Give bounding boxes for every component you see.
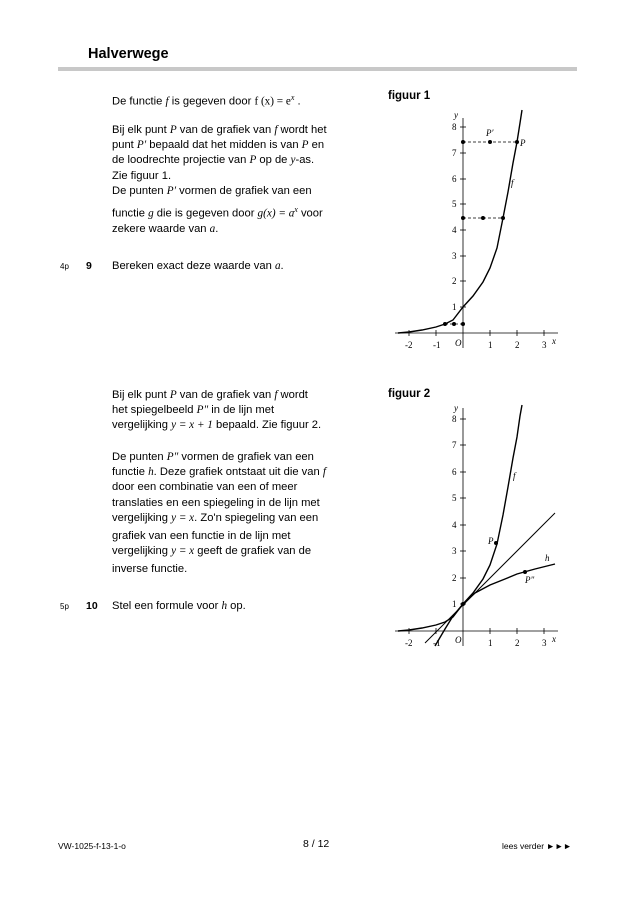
point-P-bottom [443,322,447,326]
label-P-double-prime: P" [525,575,535,585]
y-tick-label: 2 [452,573,457,583]
header-divider [58,67,577,71]
footer-page-number: 8 / 12 [303,838,330,850]
point-P-prime-middle [481,216,485,220]
graph-f [398,405,522,631]
x-axis-label: x [552,336,556,346]
point-P-prime-bottom [452,322,456,326]
x-tick-label: -1 [433,340,441,350]
x-tick-label: 2 [515,340,520,350]
footer-exam-code: VW-1025-f-13-1-o [58,841,126,851]
point-P-double-prime [523,570,527,574]
y-tick-label: 2 [452,276,457,286]
y-tick-label: 7 [452,148,457,158]
figure-2-graph [395,403,565,648]
label-P-prime: P′ [486,128,494,138]
origin-label: O [455,635,462,645]
y-tick-label: 5 [452,199,457,209]
y-tick-label: 8 [452,122,457,132]
y-tick-label: 5 [452,493,457,503]
y-tick-label: 7 [452,440,457,450]
label-P: P [520,138,526,148]
x-tick-label: -2 [405,340,413,350]
projection-point-middle [461,216,465,220]
question-10-text: Stel een formule voor h op. [112,600,246,612]
line-y-equals-x-plus-1 [425,513,555,643]
x-tick-label: 1 [488,638,493,648]
paragraph-mirror-image: Bij elk punt P van de grafiek van f wordt het spiegelbeeld P" in de lijn met vergelijking y = x + 1 bepaald. Zie figuur 2. [112,389,322,432]
point-P-prime [488,140,492,144]
x-tick-label: 2 [515,638,520,648]
point-P [515,140,519,144]
question-10-number: 10 [86,600,98,612]
x-tick-label: 3 [542,638,547,648]
figure-2-label: figuur 2 [388,388,431,400]
y-tick-label: 3 [452,546,457,556]
point-P-middle [501,216,505,220]
x-tick-label: -2 [405,638,413,648]
page-title: Halverwege [88,46,169,62]
y-tick-label: 6 [452,467,457,477]
graph-f [398,110,522,333]
y-tick-label: 1 [452,599,457,609]
figure-1-graph [395,108,565,353]
paragraph-function-f: De functie f is gegeven door f $(x) = e^x$ . [112,93,301,108]
y-tick-label: 4 [452,225,457,235]
question-9-points: 4p [60,262,69,271]
figure-1-label: figuur 1 [388,90,431,102]
intersection-point [461,602,465,606]
x-axis-label: x [552,634,556,644]
label-f: f [513,471,516,481]
label-f: f [511,178,514,188]
question-9-number: 9 [86,260,92,272]
label-h: h [545,553,550,563]
label-P: P [488,536,494,546]
paragraph-function-h: De punten P" vormen de grafiek van een functie h. Deze grafiek ontstaat uit die van f door een combinatie van een of meer translaties en een spiegeling in de lijn met vergelijking y = x. Zo'n spiegeling van een grafiek van een functie in de lijn met vergelijking y = x geeft de grafiek van de inverse functie. [112,451,326,576]
y-tick-label: 6 [452,174,457,184]
projection-point-top [461,140,465,144]
y-tick-label: 3 [452,251,457,261]
y-tick-label: 1 [452,302,457,312]
x-tick-label: 3 [542,340,547,350]
origin-label: O [455,338,462,348]
x-tick-label: 1 [488,340,493,350]
y-axis-label: y [454,110,458,120]
paragraph-point-p-prime: Bij elk punt P van de grafiek van f wordt het punt P′ bepaald dat het midden is van P en de loodrechte projectie van P op de y-as. Zie figuur 1. De punten P′ vormen de grafiek van een functie g die is gegeven door $g(x) = a^x$ voor zekere waarde van a. [112,124,327,235]
point-P [494,541,498,545]
y-tick-label: 4 [452,520,457,530]
question-10-points: 5p [60,602,69,611]
x-tick-label: -1 [433,638,441,648]
question-9-text: Bereken exact deze waarde van a. [112,260,284,272]
y-axis-label: y [454,403,458,413]
footer-next-link[interactable]: lees verder ►►► [502,841,572,851]
projection-point-bottom [461,322,465,326]
y-tick-label: 8 [452,414,457,424]
